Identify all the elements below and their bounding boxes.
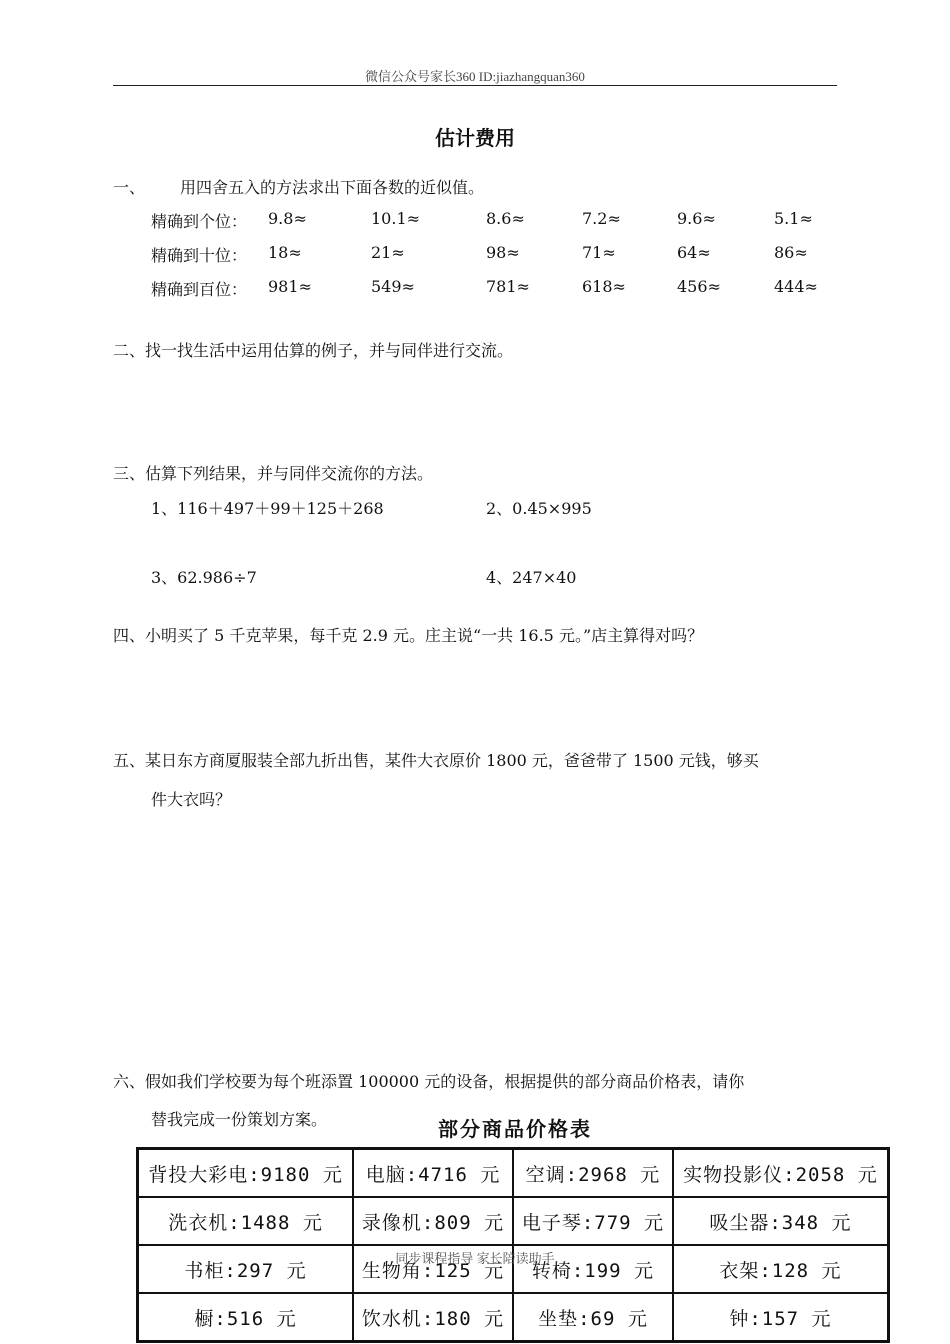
price-cell: 洗衣机:1488 元 — [138, 1197, 354, 1245]
q1-prompt: 用四舍五入的方法求出下面各数的近似值。 — [180, 178, 485, 197]
q3-item-2: 2、0.45×995 — [486, 499, 592, 518]
price-cell: 钟:157 元 — [673, 1293, 889, 1342]
price-cell: 录像机:809 元 — [353, 1197, 513, 1245]
q1-row-label: 精确到个位： — [151, 212, 248, 231]
price-cell: 转椅:199 元 — [513, 1245, 673, 1293]
price-table — [136, 1147, 890, 1343]
q3-item-1: 1、116＋497＋99＋125＋268 — [151, 499, 384, 518]
price-cell: 生物角:125 元 — [353, 1245, 513, 1293]
price-cell: 电脑:4716 元 — [353, 1149, 513, 1198]
price-table-title: 部分商品价格表 — [438, 1117, 592, 1141]
price-cell: 实物投影仪:2058 元 — [673, 1149, 889, 1198]
q1-item: 8.6≈ — [486, 209, 525, 228]
q6-prompt-line2: 替我完成一份策划方案。 — [151, 1110, 328, 1129]
q1-row-hundreds — [151, 277, 851, 299]
q1-item: 98≈ — [486, 243, 520, 262]
q1-item: 618≈ — [582, 277, 626, 296]
price-cell: 书柜:297 元 — [138, 1245, 354, 1293]
q1-item: 456≈ — [677, 277, 721, 296]
table-row — [138, 1245, 889, 1293]
q2-prompt: 二、找一找生活中运用估算的例子，并与同伴进行交流。 — [113, 341, 514, 360]
q4-prompt: 四、小明买了 5 千克苹果，每千克 2.9 元。庄主说“一共 16.5 元。”店主算得对吗？ — [113, 626, 704, 645]
q1-item: 781≈ — [486, 277, 530, 296]
q1-item: 9.6≈ — [677, 209, 716, 228]
q6-prompt-line1: 六、假如我们学校要为每个班添置 100000 元的设备，根据提供的部分商品价格表，请你 — [113, 1072, 745, 1091]
page-title: 估计费用 — [435, 126, 515, 150]
q1-row-ones — [151, 209, 851, 231]
q5-prompt-line2: 件大衣吗？ — [151, 790, 232, 809]
price-cell: 饮水机:180 元 — [353, 1293, 513, 1342]
q5-prompt-line1: 五、某日东方商厦服装全部九折出售，某件大衣原价 1800 元，爸爸带了 1500 元钱，够买 — [113, 751, 759, 770]
q1-item: 71≈ — [582, 243, 616, 262]
q1-item: 7.2≈ — [582, 209, 621, 228]
price-cell: 橱:516 元 — [138, 1293, 354, 1342]
q1-item: 9.8≈ — [268, 209, 307, 228]
price-cell: 坐垫:69 元 — [513, 1293, 673, 1342]
q1-item: 86≈ — [774, 243, 808, 262]
q1-item: 18≈ — [268, 243, 302, 262]
q1-item: 5.1≈ — [774, 209, 813, 228]
q1-item: 549≈ — [371, 277, 415, 296]
price-cell: 衣架:128 元 — [673, 1245, 889, 1293]
page-header: 微信公众号家长360 ID:jiazhangquan360 — [365, 69, 585, 84]
table-row — [138, 1149, 889, 1198]
price-cell: 背投大彩电:9180 元 — [138, 1149, 354, 1198]
price-cell: 吸尘器:348 元 — [673, 1197, 889, 1245]
q1-item: 981≈ — [268, 277, 312, 296]
table-row — [138, 1293, 889, 1342]
table-row — [138, 1197, 889, 1245]
q3-prompt: 三、估算下列结果，并与同伴交流你的方法。 — [113, 464, 434, 483]
price-cell: 空调:2968 元 — [513, 1149, 673, 1198]
q1-item: 444≈ — [774, 277, 818, 296]
q1-row-tens — [151, 243, 851, 265]
page-footer: 同步课程指导 家长陪读助手 — [395, 1251, 555, 1266]
q1-item: 64≈ — [677, 243, 711, 262]
q3-item-4: 4、247×40 — [486, 568, 577, 587]
q1-number: 一、 — [113, 178, 146, 197]
q1-row-label: 精确到十位： — [151, 246, 248, 265]
q1-item: 10.1≈ — [371, 209, 421, 228]
header-divider — [113, 85, 837, 86]
q1-item: 21≈ — [371, 243, 405, 262]
q3-item-3: 3、62.986÷7 — [151, 568, 257, 587]
price-cell: 电子琴:779 元 — [513, 1197, 673, 1245]
q1-row-label: 精确到百位： — [151, 280, 248, 299]
